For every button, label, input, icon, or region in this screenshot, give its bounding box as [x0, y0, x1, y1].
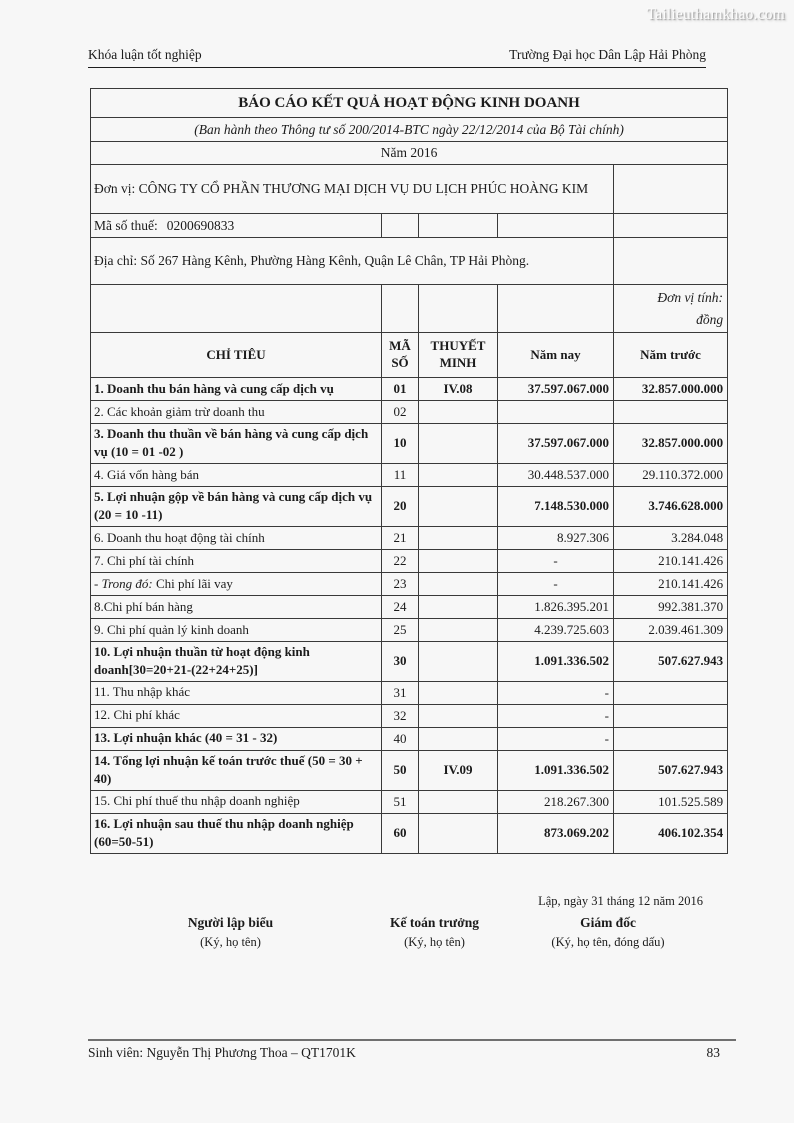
company-cell — [91, 165, 614, 214]
row-label-cell: 15. Chi phí thuế thu nhập doanh nghiệp — [91, 790, 382, 813]
row-label-cell: 9. Chi phí quản lý kinh doanh — [91, 618, 382, 641]
report-title: BÁO CÁO KẾT QUẢ HOẠT ĐỘNG KINH DOANH — [91, 89, 728, 118]
table-row — [91, 549, 728, 572]
row-code-cell: 31 — [382, 681, 419, 704]
report-year-row — [91, 142, 728, 165]
table-row — [91, 704, 728, 727]
row-note-cell — [419, 401, 498, 424]
row-code-cell: 32 — [382, 704, 419, 727]
header-left-text: Khóa luận tốt nghiệp — [88, 47, 202, 62]
row-label-cell: 12. Chi phí khác — [91, 704, 382, 727]
company-name: CÔNG TY CỔ PHẦN THƯƠNG MẠI DỊCH VỤ DU LỊCH PHÚC HOÀNG KIM — [138, 181, 589, 197]
row-note-cell: IV.09 — [419, 750, 498, 790]
row-label-cell: 1. Doanh thu bán hàng và cung cấp dịch vụ — [91, 378, 382, 401]
company-label: Đơn vị: — [94, 181, 136, 197]
row-prior-year-cell — [614, 681, 728, 704]
page-header — [88, 47, 706, 68]
signoff-section — [0, 894, 794, 964]
page-footer — [88, 1039, 736, 1061]
footer-student-text: Sinh viên: Nguyễn Thị Phương Thoa – QT1701K — [88, 1045, 356, 1060]
row-label-cell: 13. Lợi nhuận khác (40 = 31 - 32) — [91, 727, 382, 750]
row-current-year-cell: 1.091.336.502 — [498, 641, 614, 681]
empty-cell — [91, 285, 382, 333]
report-year: Năm 2016 — [91, 142, 728, 165]
row-current-year-cell: - — [498, 704, 614, 727]
row-current-year-cell: 30.448.537.000 — [498, 463, 614, 486]
signature-block-chief-accountant — [352, 915, 517, 950]
row-code-cell: 02 — [382, 401, 419, 424]
row-current-year-cell: - — [498, 549, 614, 572]
row-prior-year-cell: 32.857.000.000 — [614, 424, 728, 464]
row-prior-year-cell: 29.110.372.000 — [614, 463, 728, 486]
row-note-cell — [419, 424, 498, 464]
watermark: Tailieuthamkhao.com — [646, 6, 785, 23]
row-prior-year-cell: 32.857.000.000 — [614, 378, 728, 401]
row-prior-year-cell: 2.039.461.309 — [614, 618, 728, 641]
tax-label: Mã số thuế: — [94, 217, 158, 233]
row-prior-year-cell: 507.627.943 — [614, 641, 728, 681]
signature-title: Giám đốc — [580, 915, 636, 930]
table-row — [91, 595, 728, 618]
row-prior-year-cell: 210.141.426 — [614, 572, 728, 595]
unit-label: Đơn vị tính: — [657, 289, 724, 305]
row-label-cell: 6. Doanh thu hoạt động tài chính — [91, 526, 382, 549]
row-note-cell — [419, 618, 498, 641]
row-label-cell: 16. Lợi nhuận sau thuế thu nhập doanh nghiệp (60=50-51) — [91, 813, 382, 853]
signature-block-director — [503, 915, 713, 950]
row-prior-year-cell: 507.627.943 — [614, 750, 728, 790]
row-current-year-cell: 7.148.530.000 — [498, 486, 614, 526]
row-label-italic-prefix: - Trong đó: — [94, 575, 153, 591]
row-current-year-cell: 8.927.306 — [498, 526, 614, 549]
row-current-year-cell: 1.091.336.502 — [498, 750, 614, 790]
row-label-cell: 7. Chi phí tài chính — [91, 549, 382, 572]
row-current-year-cell: 1.826.395.201 — [498, 595, 614, 618]
row-note-cell: IV.08 — [419, 378, 498, 401]
column-header-prior-year: Năm trước — [614, 333, 728, 378]
row-note-cell — [419, 704, 498, 727]
report-subtitle-row — [91, 118, 728, 142]
empty-cell — [614, 238, 728, 285]
table-row — [91, 463, 728, 486]
row-prior-year-cell: 101.525.589 — [614, 790, 728, 813]
row-code-cell: 51 — [382, 790, 419, 813]
row-code-cell: 30 — [382, 641, 419, 681]
row-label-cell: 11. Thu nhập khác — [91, 681, 382, 704]
table-row — [91, 641, 728, 681]
row-note-cell — [419, 463, 498, 486]
address-cell: Địa chỉ: Số 267 Hàng Kênh, Phường Hàng Kênh, Quận Lê Chân, TP Hải Phòng. — [91, 238, 614, 285]
row-prior-year-cell — [614, 727, 728, 750]
date-line: Lập, ngày 31 tháng 12 năm 2016 — [538, 894, 703, 908]
table-row — [91, 424, 728, 464]
table-row — [91, 572, 728, 595]
table-row — [91, 727, 728, 750]
row-label-cell: 14. Tổng lợi nhuận kế toán trước thuế (50 = 30 + 40) — [91, 750, 382, 790]
column-header-criteria: CHỈ TIÊU — [91, 333, 382, 378]
empty-cell — [614, 165, 728, 214]
row-code-cell: 40 — [382, 727, 419, 750]
column-header-note: THUYẾT MINH — [419, 333, 498, 378]
empty-cell — [419, 285, 498, 333]
table-row — [91, 750, 728, 790]
row-current-year-cell: 37.597.067.000 — [498, 378, 614, 401]
signature-subtitle: (Ký, họ tên) — [404, 935, 465, 949]
tax-cell — [91, 214, 382, 238]
signature-block-preparer — [148, 915, 313, 950]
table-row — [91, 526, 728, 549]
row-prior-year-cell: 3.746.628.000 — [614, 486, 728, 526]
row-label-cell: - Trong đó: Chi phí lãi vay — [91, 572, 382, 595]
table-row — [91, 813, 728, 853]
footer-page-number: 83 — [706, 1045, 720, 1060]
signature-subtitle: (Ký, họ tên, đóng dấu) — [551, 935, 665, 949]
empty-cell — [382, 214, 419, 238]
table-header-row — [91, 333, 728, 378]
address-row — [91, 238, 728, 285]
unit-cell — [614, 285, 728, 333]
row-note-cell — [419, 813, 498, 853]
header-right-text: Trường Đại học Dân Lập Hải Phòng — [509, 47, 706, 62]
row-note-cell — [419, 790, 498, 813]
row-prior-year-cell: 210.141.426 — [614, 549, 728, 572]
row-note-cell — [419, 681, 498, 704]
row-label-cell: 5. Lợi nhuận gộp về bán hàng và cung cấp dịch vụ (20 = 10 -11) — [91, 486, 382, 526]
row-note-cell — [419, 549, 498, 572]
row-current-year-cell: - — [498, 727, 614, 750]
row-code-cell: 11 — [382, 463, 419, 486]
row-prior-year-cell — [614, 401, 728, 424]
row-code-cell: 01 — [382, 378, 419, 401]
row-current-year-cell — [498, 401, 614, 424]
tax-code: 0200690833 — [166, 217, 235, 233]
empty-cell — [498, 285, 614, 333]
row-current-year-cell: 37.597.067.000 — [498, 424, 614, 464]
column-header-current-year: Năm nay — [498, 333, 614, 378]
table-row — [91, 486, 728, 526]
table-row — [91, 681, 728, 704]
row-note-cell — [419, 727, 498, 750]
row-note-cell — [419, 526, 498, 549]
row-note-cell — [419, 641, 498, 681]
row-code-cell: 60 — [382, 813, 419, 853]
empty-cell — [419, 214, 498, 238]
row-current-year-cell: 873.069.202 — [498, 813, 614, 853]
row-label-cell: 10. Lợi nhuận thuần từ hoạt động kinh doanh[30=20+21-(22+24+25)] — [91, 641, 382, 681]
signature-title: Kế toán trưởng — [389, 915, 480, 930]
table-body — [91, 378, 728, 854]
row-prior-year-cell — [614, 704, 728, 727]
empty-cell — [614, 214, 728, 238]
row-label-cell: 8.Chi phí bán hàng — [91, 595, 382, 618]
table-row — [91, 790, 728, 813]
table-row — [91, 378, 728, 401]
row-label-cell: 3. Doanh thu thuần về bán hàng và cung cấp dịch vụ (10 = 01 -02 ) — [91, 424, 382, 464]
empty-cell — [498, 214, 614, 238]
row-current-year-cell: 4.239.725.603 — [498, 618, 614, 641]
column-header-code: MÃ SỐ — [382, 333, 419, 378]
row-code-cell: 24 — [382, 595, 419, 618]
empty-cell — [382, 285, 419, 333]
row-note-cell — [419, 572, 498, 595]
table-row — [91, 401, 728, 424]
company-row — [91, 165, 728, 214]
row-note-cell — [419, 595, 498, 618]
tax-row — [91, 214, 728, 238]
row-prior-year-cell: 992.381.370 — [614, 595, 728, 618]
row-prior-year-cell: 3.284.048 — [614, 526, 728, 549]
row-code-cell: 22 — [382, 549, 419, 572]
report-subtitle: (Ban hành theo Thông tư số 200/2014-BTC ngày 22/12/2014 của Bộ Tài chính) — [91, 118, 728, 142]
signature-title: Người lập biểu — [187, 915, 274, 930]
row-label-cell: 2. Các khoản giảm trừ doanh thu — [91, 401, 382, 424]
row-code-cell: 50 — [382, 750, 419, 790]
row-code-cell: 20 — [382, 486, 419, 526]
row-prior-year-cell: 406.102.354 — [614, 813, 728, 853]
row-current-year-cell: 218.267.300 — [498, 790, 614, 813]
report-title-row — [91, 89, 728, 118]
table-row — [91, 618, 728, 641]
row-note-cell — [419, 486, 498, 526]
income-statement-table — [90, 88, 728, 854]
row-code-cell: 23 — [382, 572, 419, 595]
row-label-cell: 4. Giá vốn hàng bán — [91, 463, 382, 486]
signature-subtitle: (Ký, họ tên) — [200, 935, 261, 949]
unit-value: đồng — [696, 311, 724, 327]
row-current-year-cell: - — [498, 681, 614, 704]
row-code-cell: 25 — [382, 618, 419, 641]
row-code-cell: 10 — [382, 424, 419, 464]
row-code-cell: 21 — [382, 526, 419, 549]
row-current-year-cell: - — [498, 572, 614, 595]
unit-row — [91, 285, 728, 333]
